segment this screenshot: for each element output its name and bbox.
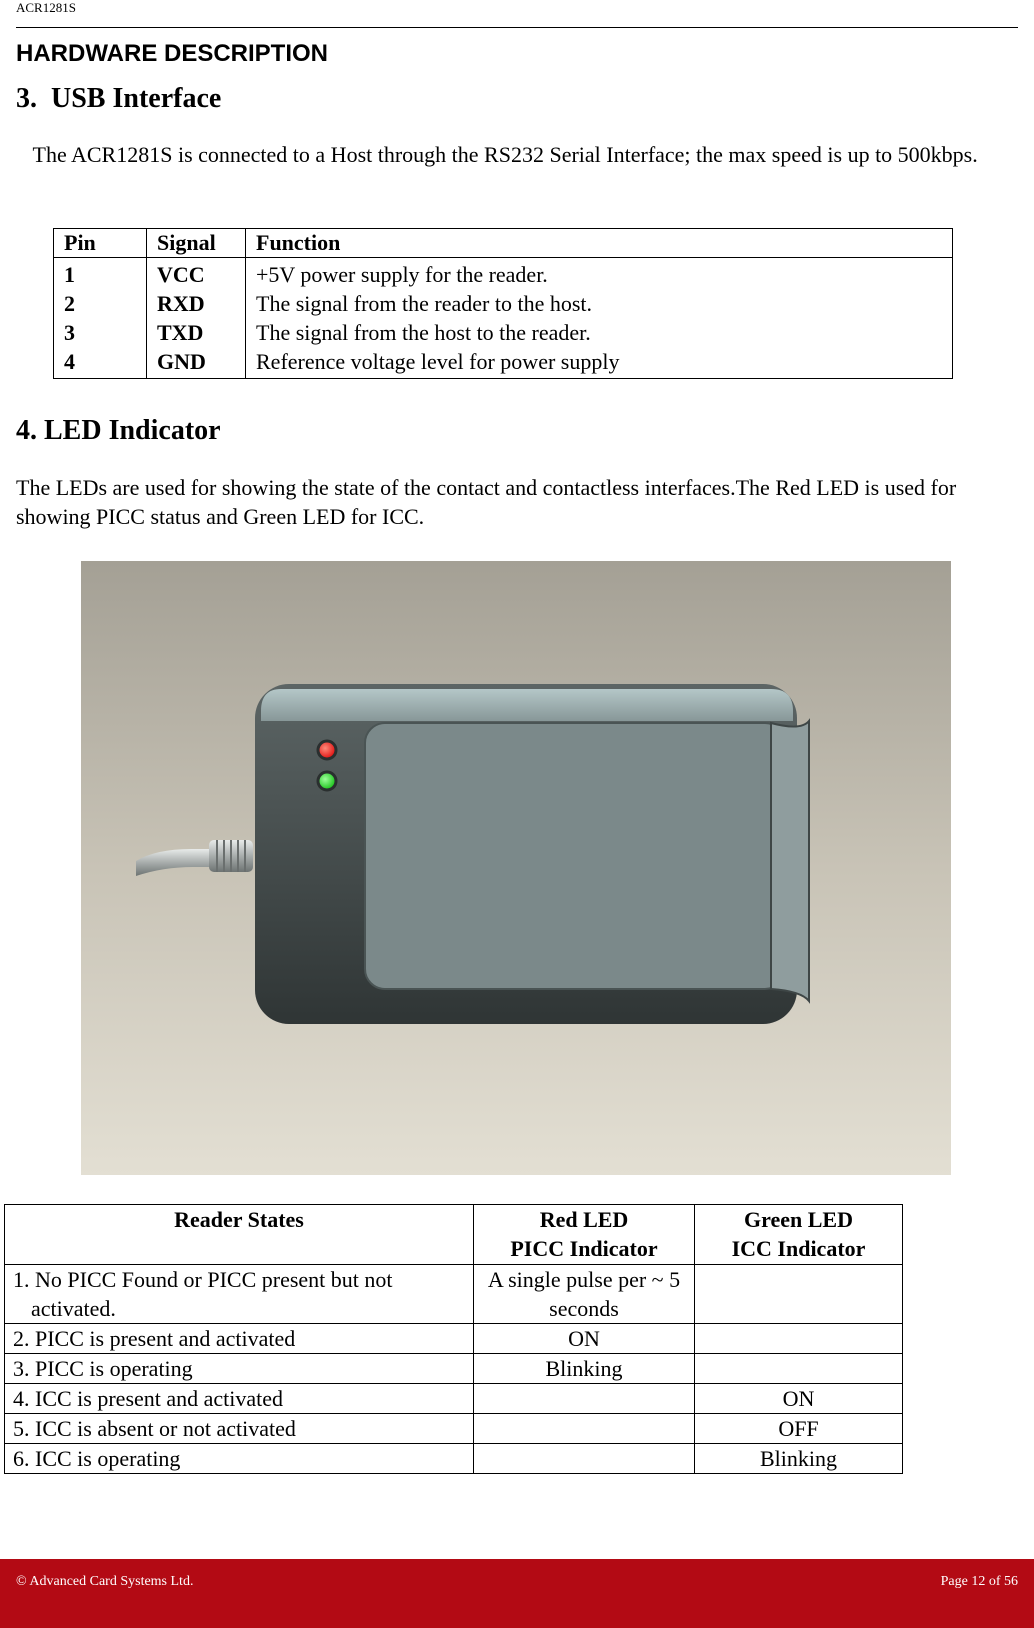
pin-table-header: [54, 229, 953, 258]
signal-column: [147, 258, 246, 379]
red-led-icon: [318, 741, 336, 759]
function-1: +5V power supply for the reader.: [256, 262, 548, 287]
reader-state: 4. ICC is present and activated: [5, 1384, 474, 1414]
table-row: [5, 1384, 903, 1414]
pin-table: [53, 228, 953, 379]
pin-2: 2: [64, 291, 75, 316]
led-table-header: [5, 1205, 903, 1265]
header-rule: [16, 27, 1018, 28]
table-row: [5, 1444, 903, 1474]
page-number: Page 12 of 56: [940, 1574, 1018, 1589]
col-header-reader-states: [5, 1205, 474, 1265]
col-header-green-led: [695, 1205, 903, 1265]
card-area: [365, 723, 785, 989]
card-slot: [771, 721, 809, 1001]
signal-rxd: RXD: [157, 291, 205, 316]
green-led-icon: [318, 772, 336, 790]
led-paragraph: The LEDs are used for showing the state of the contact and contactless interfaces.The Red LED is used for showing PICC status and Green LED for ICC.: [16, 475, 957, 529]
cable-strain-relief: [209, 840, 253, 872]
signal-gnd: GND: [157, 349, 206, 374]
header-reader-states: Reader States: [174, 1207, 304, 1232]
header-green-led: Green LED: [744, 1207, 853, 1232]
col-header-signal: Signal: [147, 229, 246, 258]
red-led-state: ON: [474, 1324, 695, 1354]
signal-txd: TXD: [157, 320, 204, 345]
col-header-red-led: [474, 1205, 695, 1265]
section-heading: HARDWARE DESCRIPTION: [16, 40, 329, 67]
reader-top-bevel: [261, 689, 793, 721]
signal-vcc: VCC: [157, 262, 205, 287]
red-led-state: [474, 1384, 695, 1414]
green-led-state: Blinking: [695, 1444, 903, 1474]
red-led-state: Blinking: [474, 1354, 695, 1384]
usb-heading: 3. USB Interface: [16, 83, 222, 114]
pin-4: 4: [64, 349, 75, 374]
function-4: Reference voltage level for power supply: [256, 349, 620, 374]
red-led-state: [474, 1444, 695, 1474]
red-led-state: A single pulse per ~ 5 seconds: [474, 1265, 695, 1324]
reader-state: 1. No PICC Found or PICC present but not activated.: [5, 1265, 474, 1324]
reader-state: 6. ICC is operating: [5, 1444, 474, 1474]
green-led-state: [695, 1324, 903, 1354]
header-red-led: Red LED: [539, 1207, 629, 1232]
pin-column: [54, 258, 147, 379]
table-row: [5, 1265, 903, 1324]
table-row: [5, 1414, 903, 1444]
col-header-pin: Pin: [54, 229, 147, 258]
pin-table-body: [54, 258, 953, 379]
table-row: [5, 1354, 903, 1384]
led-state-table: [4, 1204, 903, 1474]
col-header-function: Function: [246, 229, 953, 258]
reader-state: 3. PICC is operating: [5, 1354, 474, 1384]
green-led-state: [695, 1354, 903, 1384]
pin-1: 1: [64, 262, 75, 287]
copyright-text: © Advanced Card Systems Ltd.: [16, 1574, 194, 1589]
usb-paragraph: The ACR1281S is connected to a Host through the RS232 Serial Interface; the max speed is up to 500kbps.: [16, 142, 978, 167]
green-led-state: [695, 1265, 903, 1324]
red-led-state: [474, 1414, 695, 1444]
document-id: ACR1281S: [16, 0, 76, 15]
reader-device-image: [81, 561, 951, 1175]
header-picc-indicator: PICC Indicator: [510, 1236, 658, 1261]
reader-state: 5. ICC is absent or not activated: [5, 1414, 474, 1444]
header-icc-indicator: ICC Indicator: [731, 1236, 866, 1261]
function-3: The signal from the host to the reader.: [256, 320, 591, 345]
function-column: [246, 258, 953, 379]
green-led-state: OFF: [695, 1414, 903, 1444]
pin-3: 3: [64, 320, 75, 345]
led-heading: 4. LED Indicator: [16, 415, 221, 446]
reader-state: 2. PICC is present and activated: [5, 1324, 474, 1354]
function-2: The signal from the reader to the host.: [256, 291, 593, 316]
green-led-state: ON: [695, 1384, 903, 1414]
table-row: [5, 1324, 903, 1354]
page-footer: [0, 1559, 1034, 1628]
